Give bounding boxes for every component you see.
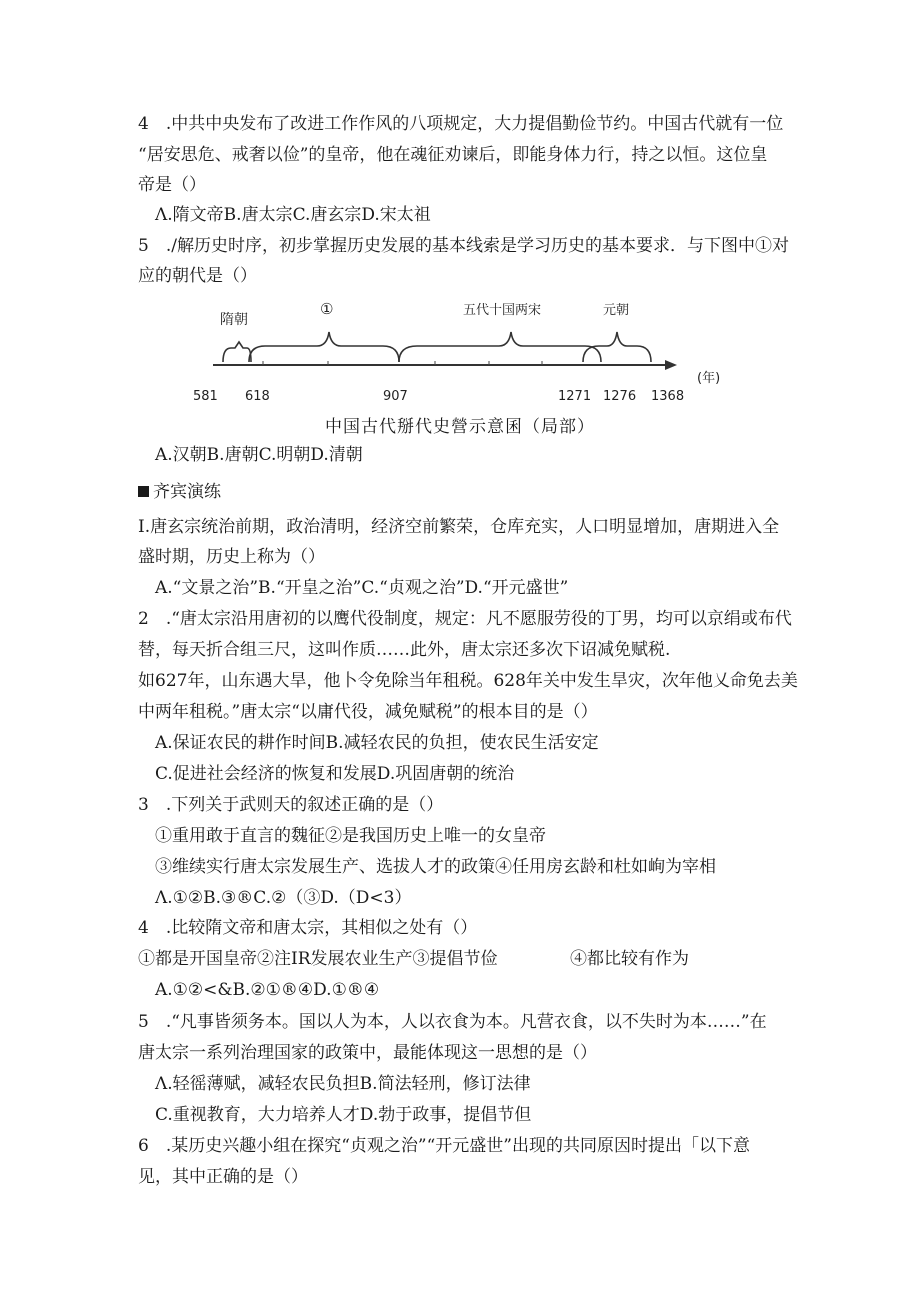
year-label: 1271: [558, 389, 592, 404]
practice-1-line-1: I.唐玄宗统治前期，政治清明，经济空前繁荣，仓库充实，人口明显增加，唐期进入全: [138, 517, 780, 537]
question-4-line-1: 4 .中共中央发布了改进工作作风的八项规定，大力提倡勤俭节约。中国古代就有一位: [138, 114, 784, 134]
year-label: 618: [245, 389, 270, 404]
section-title: 齐宾演练: [153, 482, 221, 502]
practice-1-options: A.“文景之治”B.“开皇之治”C.“贞观之治”D.“开元盛世”: [155, 578, 569, 598]
practice-3-options: Λ.①②B.③®C.②（③D.（D<3）: [155, 888, 412, 908]
practice-6-line-2: 见，其中正确的是（）: [138, 1167, 308, 1187]
square-bullet-icon: [138, 486, 149, 497]
sui-brace: [223, 342, 251, 362]
practice-2-line-2: 替，每天折合组三尺，这叫作质……此外，唐太宗还多次下诏减免赋税.: [138, 640, 671, 660]
practice-2-line-4: 中两年租税。”唐太宗“以庸代役，减免赋税”的根本目的是（）: [138, 702, 598, 722]
label-circle-1: ①: [320, 300, 334, 318]
section-header: [138, 481, 221, 503]
year-label: 1276: [603, 389, 637, 404]
dynasty-1-brace: [249, 332, 399, 362]
practice-3-line-3: ③维续实行唐太宗发展生产、选拔人才的政策④任用房玄龄和杜如峋为宰相: [155, 857, 716, 877]
practice-6-line-1: 6 .某历史兴趣小组在探究“贞观之治”“开元盛世”出现的共同原因时提出「以下意: [138, 1136, 750, 1156]
practice-2-line-3: 如627年，山东遇大旱，他卜令免除当年租税。628年关中发生旱灾，次年他乂命免去美: [138, 671, 798, 691]
practice-4-line-2a: ①都是开国皇帝②注IR发展农业生产③提倡节俭: [138, 949, 498, 969]
practice-2-line-1: 2 .“唐太宗沿用唐初的以鹰代役制度，规定：凡不愿服劳役的丁男，均可以京绢或布代: [138, 609, 792, 629]
question-4-line-2: “居安思危、戒奢以俭”的皇帝，他在魂征劝谏后，即能身体力行，持之以恒。这位皇: [138, 145, 768, 165]
practice-3-line-1: 3 .下列关于武则天的叙述正确的是（）: [138, 795, 444, 815]
question-5-line-1: 5 ./解历史时序，初步掌握历史发展的基本线索是学习历史的基本要求．与下图中①对: [138, 236, 789, 256]
dynasty-timeline-figure: [185, 290, 745, 410]
yuan-brace: [583, 332, 651, 362]
practice-5-line-1: 5 .“凡事皆须务本。国以人为本，人以衣食为本。凡营衣食，以不失时为本……”在: [138, 1012, 767, 1032]
label-wudai-song: 五代十国两宋: [463, 303, 542, 318]
timeline-caption: 中国古代掰代史營示意囷（局部）: [325, 417, 595, 437]
label-sui: 隋朝: [220, 312, 248, 328]
year-label: 581: [193, 389, 218, 404]
practice-4-options: A.①②<&B.②①®④D.①®④: [155, 980, 380, 1000]
axis-arrow-icon: [665, 360, 677, 370]
label-yuan: 元朝: [603, 303, 630, 318]
practice-2-options-ab: A.保证农民的耕作时间B.减轻农民的负担，使农民生活安定: [155, 733, 599, 753]
question-5-line-2: 应的朝代是（）: [138, 266, 257, 286]
timeline-svg: [185, 290, 745, 410]
year-label: 1368: [651, 389, 685, 404]
question-5-options: A.汉朝B.唐朝C.明朝D.清朝: [155, 445, 363, 465]
practice-4-line-2b: ④都比较有作为: [570, 949, 689, 969]
year-label: 907: [383, 389, 408, 404]
question-4-options: Λ.隋文帝B.唐太宗C.唐玄宗D.宋太祖: [155, 205, 431, 225]
practice-2-options-cd: C.促进社会经济的恢复和发展D.巩固唐朝的统治: [155, 764, 515, 784]
practice-5-line-2: 唐太宗一系列治理国家的政策中，最能体现这一思想的是（）: [138, 1043, 597, 1063]
practice-5-options-cd: C.重视教育，大力培养人才D.勃于政事，提倡节但: [155, 1105, 532, 1125]
label-year-unit: (年): [697, 371, 721, 386]
practice-3-line-2: ①重用敢于直言的魏征②是我国历史上唯一的女皇帝: [155, 826, 546, 846]
practice-5-options-ab: Λ.轻徭薄赋，减轻农民负担B.简法轻刑，修订法律: [155, 1074, 531, 1094]
wudai-song-brace: [399, 332, 601, 362]
question-4-line-3: 帝是（）: [138, 175, 206, 195]
practice-4-line-1: 4 .比较隋文帝和唐太宗，其相似之处有（）: [138, 918, 478, 938]
practice-1-line-2: 盛时期，历史上称为（）: [138, 547, 325, 567]
